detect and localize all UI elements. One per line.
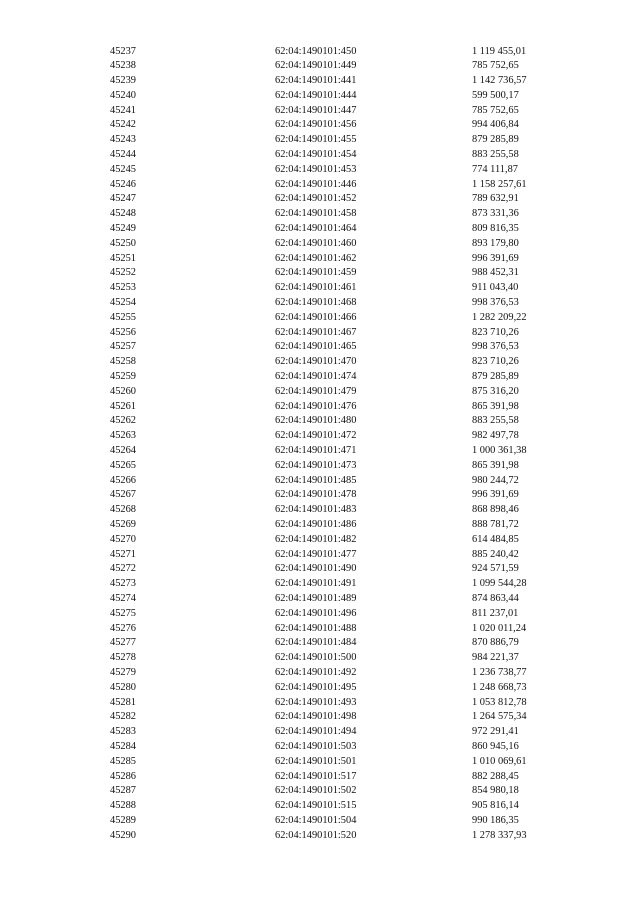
cadastral-number: 62:04:1490101:498 — [275, 711, 357, 723]
cadastral-number: 62:04:1490101:468 — [275, 297, 357, 309]
cadastral-number: 62:04:1490101:490 — [275, 563, 357, 575]
cadastral-value-table — [0, 45, 640, 844]
cadastral-value: 811 237,01 — [472, 607, 519, 619]
table-row — [0, 710, 640, 725]
row-number: 45269 — [110, 519, 136, 530]
table-row — [0, 311, 640, 326]
table-row — [0, 237, 640, 252]
cadastral-value: 888 781,72 — [472, 519, 519, 530]
cadastral-value: 990 186,35 — [472, 814, 519, 826]
cadastral-value: 1 142 736,57 — [472, 75, 527, 87]
table-row — [0, 814, 640, 829]
cadastral-number: 62:04:1490101:501 — [275, 755, 357, 767]
cadastral-number: 62:04:1490101:488 — [275, 622, 357, 634]
cadastral-value: 785 752,65 — [472, 104, 519, 116]
table-row — [0, 444, 640, 459]
table-row — [0, 192, 640, 207]
cadastral-number: 62:04:1490101:491 — [275, 578, 357, 590]
cadastral-value: 823 710,26 — [472, 356, 519, 368]
row-number: 45273 — [110, 578, 136, 590]
cadastral-number: 62:04:1490101:483 — [275, 504, 357, 516]
row-number: 45239 — [110, 75, 136, 87]
cadastral-value: 1 158 257,61 — [472, 178, 527, 190]
cadastral-value: 774 111,87 — [472, 163, 518, 175]
row-number: 45244 — [110, 149, 136, 161]
row-number: 45248 — [110, 208, 136, 220]
cadastral-value: 1 053 812,78 — [472, 696, 527, 708]
cadastral-number: 62:04:1490101:465 — [275, 341, 357, 353]
cadastral-value: 785 752,65 — [472, 60, 519, 72]
cadastral-value: 998 376,53 — [472, 297, 519, 309]
row-number: 45274 — [110, 592, 136, 604]
table-row — [0, 296, 640, 311]
cadastral-value: 883 255,58 — [472, 415, 519, 427]
table-row — [0, 385, 640, 400]
table-row — [0, 755, 640, 770]
table-row — [0, 636, 640, 651]
table-row — [0, 74, 640, 89]
row-number: 45288 — [110, 800, 136, 812]
row-number: 45247 — [110, 193, 136, 205]
cadastral-value: 1 119 455,01 — [472, 45, 527, 57]
cadastral-number: 62:04:1490101:458 — [275, 208, 357, 220]
table-row — [0, 429, 640, 444]
row-number: 45255 — [110, 311, 136, 323]
row-number: 45258 — [110, 356, 136, 368]
cadastral-number: 62:04:1490101:473 — [275, 459, 357, 471]
cadastral-number: 62:04:1490101:444 — [275, 89, 357, 101]
row-number: 45251 — [110, 252, 136, 264]
table-row — [0, 45, 640, 60]
cadastral-value: 972 291,41 — [472, 726, 519, 738]
row-number: 45254 — [110, 297, 136, 309]
cadastral-value: 809 816,35 — [472, 223, 519, 235]
table-row — [0, 163, 640, 178]
cadastral-number: 62:04:1490101:471 — [275, 445, 357, 457]
cadastral-number: 62:04:1490101:467 — [275, 326, 357, 338]
cadastral-value: 1 278 337,93 — [472, 829, 527, 841]
table-row — [0, 340, 640, 355]
table-row — [0, 607, 640, 622]
cadastral-number: 62:04:1490101:454 — [275, 149, 357, 161]
table-row — [0, 59, 640, 74]
cadastral-number: 62:04:1490101:493 — [275, 696, 357, 708]
row-number: 45260 — [110, 385, 136, 397]
table-row — [0, 696, 640, 711]
cadastral-value: 860 945,16 — [472, 740, 519, 752]
table-row — [0, 622, 640, 637]
cadastral-number: 62:04:1490101:453 — [275, 163, 357, 175]
cadastral-number: 62:04:1490101:476 — [275, 400, 357, 412]
row-number: 45261 — [110, 400, 136, 412]
cadastral-number: 62:04:1490101:479 — [275, 385, 357, 397]
row-number: 45241 — [110, 104, 136, 116]
row-number: 45289 — [110, 814, 136, 826]
cadastral-number: 62:04:1490101:494 — [275, 726, 357, 738]
cadastral-value: 883 255,58 — [472, 149, 519, 161]
cadastral-value: 865 391,98 — [472, 400, 519, 412]
row-number: 45270 — [110, 533, 136, 545]
cadastral-number: 62:04:1490101:459 — [275, 267, 357, 279]
cadastral-number: 62:04:1490101:464 — [275, 223, 357, 235]
cadastral-number: 62:04:1490101:515 — [275, 800, 357, 812]
cadastral-number: 62:04:1490101:474 — [275, 371, 357, 383]
table-row — [0, 148, 640, 163]
cadastral-number: 62:04:1490101:520 — [275, 829, 357, 841]
row-number: 45242 — [110, 119, 136, 131]
cadastral-value: 823 710,26 — [472, 326, 519, 338]
cadastral-value: 614 484,85 — [472, 533, 519, 545]
cadastral-value: 1 248 668,73 — [472, 681, 527, 693]
row-number: 45253 — [110, 282, 136, 294]
row-number: 45282 — [110, 711, 136, 723]
cadastral-number: 62:04:1490101:460 — [275, 237, 357, 249]
table-row — [0, 266, 640, 281]
table-row — [0, 370, 640, 385]
table-row — [0, 355, 640, 370]
row-number: 45279 — [110, 666, 136, 678]
table-row — [0, 784, 640, 799]
table-row — [0, 459, 640, 474]
row-number: 45275 — [110, 607, 136, 619]
cadastral-value: 879 285,89 — [472, 134, 519, 146]
table-row — [0, 104, 640, 119]
cadastral-number: 62:04:1490101:462 — [275, 252, 357, 264]
cadastral-value: 980 244,72 — [472, 474, 519, 486]
row-number: 45238 — [110, 60, 136, 72]
row-number: 45276 — [110, 622, 136, 634]
cadastral-number: 62:04:1490101:455 — [275, 134, 357, 146]
cadastral-value: 911 043,40 — [472, 282, 519, 294]
table-row — [0, 281, 640, 296]
cadastral-number: 62:04:1490101:466 — [275, 311, 357, 323]
cadastral-value: 854 980,18 — [472, 785, 519, 797]
cadastral-number: 62:04:1490101:472 — [275, 430, 357, 442]
table-row — [0, 651, 640, 666]
row-number: 45287 — [110, 785, 136, 797]
cadastral-value: 1 010 069,61 — [472, 755, 527, 767]
cadastral-number: 62:04:1490101:447 — [275, 104, 357, 116]
cadastral-value: 996 391,69 — [472, 252, 519, 264]
table-row — [0, 400, 640, 415]
table-row — [0, 533, 640, 548]
table-row — [0, 89, 640, 104]
row-number: 45281 — [110, 696, 136, 708]
row-number: 45286 — [110, 770, 136, 782]
cadastral-number: 62:04:1490101:484 — [275, 637, 357, 649]
cadastral-value: 1 282 209,22 — [472, 311, 527, 323]
cadastral-number: 62:04:1490101:450 — [275, 45, 357, 57]
cadastral-value: 998 376,53 — [472, 341, 519, 353]
row-number: 45245 — [110, 163, 136, 175]
row-number: 45252 — [110, 267, 136, 279]
row-number: 45263 — [110, 430, 136, 442]
row-number: 45262 — [110, 415, 136, 427]
table-row — [0, 488, 640, 503]
row-number: 45257 — [110, 341, 136, 353]
cadastral-number: 62:04:1490101:452 — [275, 193, 357, 205]
cadastral-value: 870 886,79 — [472, 637, 519, 649]
table-row — [0, 725, 640, 740]
table-row — [0, 770, 640, 785]
cadastral-value: 875 316,20 — [472, 385, 519, 397]
table-row — [0, 518, 640, 533]
cadastral-number: 62:04:1490101:470 — [275, 356, 357, 368]
row-number: 45243 — [110, 134, 136, 146]
cadastral-number: 62:04:1490101:456 — [275, 119, 357, 131]
cadastral-number: 62:04:1490101:478 — [275, 489, 357, 501]
row-number: 45264 — [110, 445, 136, 457]
row-number: 45268 — [110, 504, 136, 516]
cadastral-number: 62:04:1490101:449 — [275, 60, 357, 72]
cadastral-value: 984 221,37 — [472, 652, 519, 664]
cadastral-number: 62:04:1490101:495 — [275, 681, 357, 693]
cadastral-value: 1 264 575,34 — [472, 711, 527, 723]
table-row — [0, 577, 640, 592]
table-row — [0, 799, 640, 814]
cadastral-value: 893 179,80 — [472, 237, 519, 249]
cadastral-number: 62:04:1490101:480 — [275, 415, 357, 427]
row-number: 45240 — [110, 89, 136, 101]
cadastral-number: 62:04:1490101:486 — [275, 519, 357, 530]
table-row — [0, 503, 640, 518]
row-number: 45266 — [110, 474, 136, 486]
table-row — [0, 133, 640, 148]
table-row — [0, 222, 640, 237]
table-row — [0, 326, 640, 341]
cadastral-value: 599 500,17 — [472, 89, 519, 101]
row-number: 45267 — [110, 489, 136, 501]
row-number: 45272 — [110, 563, 136, 575]
cadastral-value: 1 099 544,28 — [472, 578, 527, 590]
row-number: 45265 — [110, 459, 136, 471]
table-row — [0, 562, 640, 577]
cadastral-number: 62:04:1490101:504 — [275, 814, 357, 826]
cadastral-number: 62:04:1490101:485 — [275, 474, 357, 486]
cadastral-value: 865 391,98 — [472, 459, 519, 471]
row-number: 45280 — [110, 681, 136, 693]
cadastral-number: 62:04:1490101:477 — [275, 548, 357, 560]
row-number: 45277 — [110, 637, 136, 649]
table-row — [0, 829, 640, 844]
cadastral-value: 1 020 011,24 — [472, 622, 527, 634]
row-number: 45259 — [110, 371, 136, 383]
cadastral-value: 868 898,46 — [472, 504, 519, 516]
row-number: 45284 — [110, 740, 136, 752]
table-row — [0, 207, 640, 222]
row-number: 45237 — [110, 45, 136, 57]
cadastral-value: 982 497,78 — [472, 430, 519, 442]
cadastral-value: 905 816,14 — [472, 800, 519, 812]
cadastral-number: 62:04:1490101:461 — [275, 282, 357, 294]
row-number: 45250 — [110, 237, 136, 249]
row-number: 45285 — [110, 755, 136, 767]
row-number: 45249 — [110, 223, 136, 235]
table-row — [0, 414, 640, 429]
cadastral-value: 1 000 361,38 — [472, 445, 527, 457]
cadastral-number: 62:04:1490101:441 — [275, 75, 357, 87]
cadastral-value: 882 288,45 — [472, 770, 519, 782]
cadastral-value: 885 240,42 — [472, 548, 519, 560]
cadastral-number: 62:04:1490101:489 — [275, 592, 357, 604]
cadastral-number: 62:04:1490101:500 — [275, 652, 357, 664]
row-number: 45278 — [110, 652, 136, 664]
cadastral-number: 62:04:1490101:496 — [275, 607, 357, 619]
cadastral-value: 1 236 738,77 — [472, 666, 527, 678]
row-number: 45271 — [110, 548, 136, 560]
cadastral-number: 62:04:1490101:492 — [275, 666, 357, 678]
cadastral-number: 62:04:1490101:517 — [275, 770, 357, 782]
table-row — [0, 252, 640, 267]
cadastral-value: 924 571,59 — [472, 563, 519, 575]
cadastral-value: 988 452,31 — [472, 267, 519, 279]
table-row — [0, 666, 640, 681]
table-row — [0, 548, 640, 563]
cadastral-number: 62:04:1490101:502 — [275, 785, 357, 797]
cadastral-value: 996 391,69 — [472, 489, 519, 501]
cadastral-number: 62:04:1490101:446 — [275, 178, 357, 190]
cadastral-number: 62:04:1490101:482 — [275, 533, 357, 545]
table-row — [0, 118, 640, 133]
row-number: 45246 — [110, 178, 136, 190]
table-row — [0, 592, 640, 607]
cadastral-value: 994 406,84 — [472, 119, 519, 131]
cadastral-value: 879 285,89 — [472, 371, 519, 383]
cadastral-value: 874 863,44 — [472, 592, 519, 604]
table-row — [0, 681, 640, 696]
row-number: 45290 — [110, 829, 136, 841]
cadastral-value: 789 632,91 — [472, 193, 519, 205]
row-number: 45283 — [110, 726, 136, 738]
table-row — [0, 474, 640, 489]
cadastral-value: 873 331,36 — [472, 208, 519, 220]
row-number: 45256 — [110, 326, 136, 338]
table-row — [0, 740, 640, 755]
cadastral-number: 62:04:1490101:503 — [275, 740, 357, 752]
table-row — [0, 178, 640, 193]
